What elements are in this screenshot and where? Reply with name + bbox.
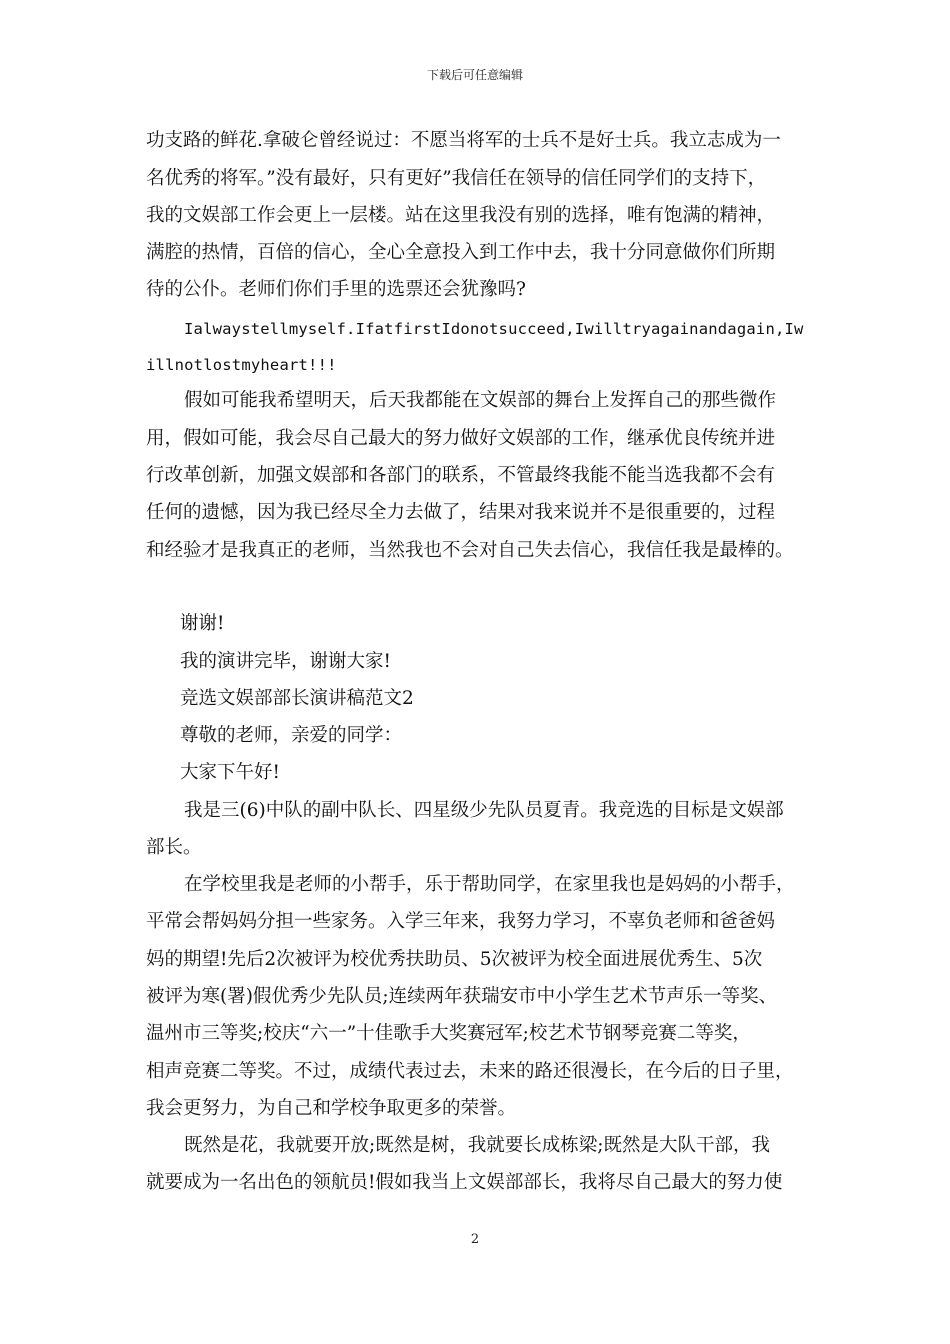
text-line: 我的演讲完毕，谢谢大家!: [180, 651, 391, 672]
text-line: 竞选文娱部部长演讲稿范文2: [180, 688, 414, 709]
text-line: 被评为寒(署)假优秀少先队员;连续两年获瑞安市中小学生艺术节声乐一等奖、: [146, 986, 778, 1007]
text-line: 相声竞赛二等奖。不过，成绩代表过去，未来的路还很漫长，在今后的日子里，: [146, 1061, 794, 1082]
text-line: 我会更努力，为自己和学校争取更多的荣誉。: [146, 1098, 517, 1119]
text-line: 行改革创新，加强文娱部和各部门的联系，不管最终我能不能当选我都不会有: [146, 465, 776, 486]
text-line: 既然是花，我就要开放;既然是树，我就要长成栋梁;既然是大队干部，我: [184, 1135, 770, 1156]
text-line: 满腔的热情，百倍的信心，全心全意投入到工作中去，我十分同意做你们所期: [146, 242, 776, 263]
text-line: 温州市三等奖;校庆“六一”十佳歌手大奖赛冠军;校艺术节钢琴竞赛二等奖，: [146, 1023, 751, 1044]
text-line: 任何的遗憾，因为我已经尽全力去做了，结果对我来说并不是很重要的，过程: [146, 502, 776, 523]
text-line: 部长。: [146, 837, 202, 858]
text-line: 谢谢!: [180, 613, 225, 634]
text-line: 我是三(6)中队的副中队长、四星级少先队员夏青。我竞选的目标是文娱部: [184, 800, 784, 821]
text-line: 名优秀的将军。”没有最好，只有更好”我信任在领导的信任同学们的支持下，: [146, 168, 767, 189]
text-line: 假如可能我希望明天，后天我都能在文娱部的舞台上发挥自己的那些微作: [184, 390, 777, 411]
text-line: 我的文娱部工作会更上一层楼。站在这里我没有别的选择，唯有饱满的精神，: [146, 205, 776, 226]
text-line: 平常会帮妈妈分担一些家务。入学三年来，我努力学习，不辜负老师和爸爸妈: [146, 911, 776, 932]
text-line: 和经验才是我真正的老师，当然我也不会对自己失去信心，我信任我是最棒的。: [146, 540, 794, 561]
text-line: 功支路的鲜花.拿破仑曾经说过：不愿当将军的士兵不是好士兵。我立志成为一: [146, 130, 781, 151]
text-line: 在学校里我是老师的小帮手，乐于帮助同学，在家里我也是妈妈的小帮手，: [184, 874, 795, 895]
page-number: 2: [470, 1232, 480, 1247]
text-line: 待的公仆。老师们你们手里的选票还会犹豫吗?: [146, 279, 526, 300]
text-line: 尊敬的老师，亲爱的同学：: [180, 725, 403, 746]
text-line: 大家下午好!: [180, 762, 280, 783]
text-line: 妈的期望!先后2次被评为校优秀扶助员、5次被评为校全面进展优秀生、5次: [146, 949, 763, 970]
text-line: Ialwaystellmyself.IfatfirstIdonotsucceed,Iwilltryagainandagain,Iw: [184, 320, 804, 338]
text-line: 用，假如可能，我会尽自己最大的努力做好文娱部的工作，继承优良传统并进: [146, 428, 776, 449]
text-line: illnotlostmyheart!!!: [146, 356, 337, 374]
text-line: 就要成为一名出色的领航员!假如我当上文娱部部长，我将尽自己最大的努力使: [146, 1172, 783, 1193]
page-header: 下载后可任意编辑: [426, 68, 523, 82]
